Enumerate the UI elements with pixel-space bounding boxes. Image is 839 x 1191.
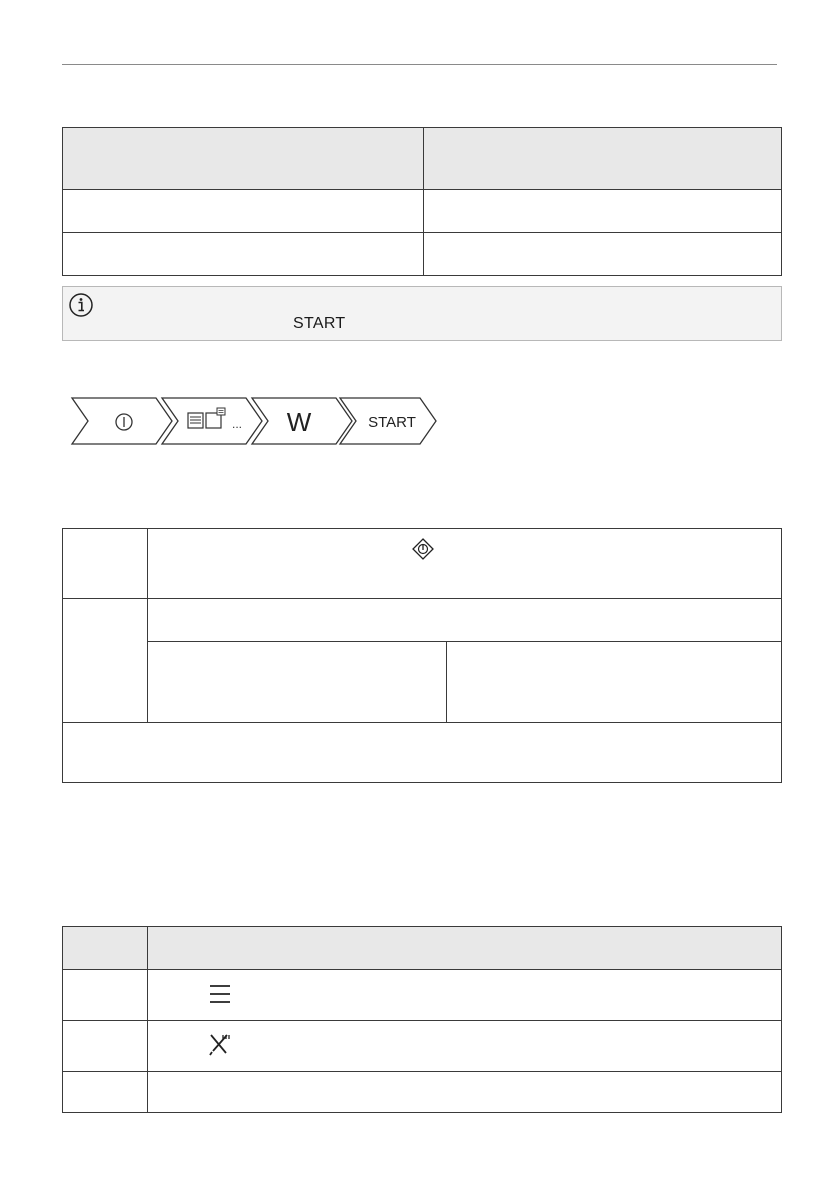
table3-header-number — [62, 926, 148, 970]
table1-header-left — [62, 127, 424, 190]
table3-row3-number — [62, 1071, 148, 1113]
table3-row1-text — [147, 969, 782, 1021]
table2-step1-number — [62, 528, 148, 599]
table3-row2-text — [147, 1020, 782, 1072]
table1-row1-right — [423, 189, 782, 233]
table3-row3-text — [147, 1071, 782, 1113]
header-rule — [62, 64, 777, 65]
fork-knife-icon — [208, 1033, 230, 1057]
menu-icon — [208, 982, 232, 1006]
table3-header-text — [147, 926, 782, 970]
table2-step2-text — [147, 598, 782, 642]
table2-step2-number — [62, 598, 148, 723]
info-note — [62, 286, 782, 341]
procedure-flow — [70, 396, 440, 448]
flow-step-power — [72, 398, 172, 444]
table1-row2-left — [62, 232, 424, 276]
table1-row2-right — [423, 232, 782, 276]
table2-step2-option-left — [147, 641, 447, 723]
table3-row2-number — [62, 1020, 148, 1072]
table3-row1-number — [62, 969, 148, 1021]
flow-step-w-label: W — [286, 407, 312, 437]
start-stop-icon — [411, 537, 435, 561]
table1-header-right — [423, 127, 782, 190]
table2-step1-text — [147, 528, 782, 599]
heating-function-icons — [188, 408, 225, 428]
info-icon — [67, 291, 95, 319]
power-icon — [116, 414, 132, 430]
table2-step2-option-right — [446, 641, 782, 723]
table1-row1-left — [62, 189, 424, 233]
note-start-label: START — [293, 315, 346, 332]
table2-footer — [62, 722, 782, 783]
flow-step-functions — [162, 398, 262, 444]
flow-step-start-label: START — [368, 414, 416, 431]
flow-step-ellipsis: ... — [232, 417, 243, 431]
